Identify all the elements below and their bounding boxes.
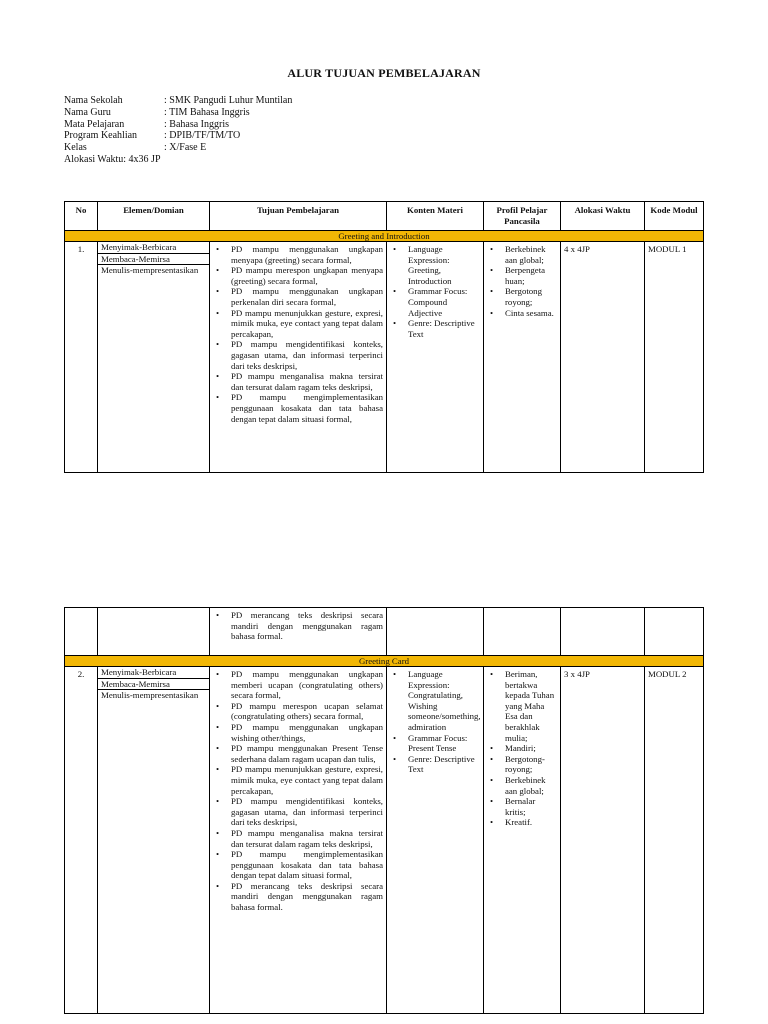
tujuan-item: • PD mampu mengimplementasikan penggunaan kosakata dan tata bahasa dengan tepat dalam situasi formal, bbox=[213, 849, 383, 881]
kode-cell: MODUL 2 bbox=[645, 667, 704, 1014]
document-info bbox=[64, 95, 292, 166]
info-row bbox=[64, 142, 292, 154]
header-tujuan: Tujuan Pembelajaran bbox=[210, 202, 387, 231]
atp-table-page-1 bbox=[64, 201, 704, 473]
info-key: Nama Guru bbox=[64, 106, 111, 118]
profil-item: • Berpengeta huan; bbox=[487, 265, 557, 286]
section-title: Greeting and Introduction bbox=[65, 231, 704, 242]
tujuan-item: • PD mampu merespon ucapan selamat (congratulating others) secara formal, bbox=[213, 701, 383, 722]
info-row bbox=[64, 95, 292, 107]
profil-item: • Bernalar kritis; bbox=[487, 796, 557, 817]
atp-table-page-2 bbox=[64, 607, 704, 1014]
table-row-continued bbox=[65, 608, 704, 656]
tujuan-item: • PD mampu mengimplementasikan penggunaan kosakata dan tata bahasa dengan tepat dalam situasi formal, bbox=[213, 392, 383, 424]
info-row bbox=[64, 130, 292, 142]
elemen-item: Menyimak-Berbicara bbox=[98, 242, 209, 254]
elemen-cell bbox=[98, 608, 210, 656]
tujuan-item: • PD mampu menggunakan ungkapan perkenalan diri secara formal, bbox=[213, 286, 383, 307]
info-key: Nama Sekolah bbox=[64, 95, 123, 106]
table-header-row bbox=[65, 202, 704, 231]
konten-cell bbox=[387, 667, 484, 1014]
profil-cell bbox=[484, 667, 561, 1014]
konten-item: • Genre: Descriptive Text bbox=[390, 318, 480, 339]
profil-item: • Kreatif. bbox=[487, 817, 557, 828]
tujuan-item: • PD mampu menunjukkan gesture, expresi, mimik muka, eye contact yang tepat dalam percakapan, bbox=[213, 764, 383, 796]
konten-item: • Language Expression: Congratulating, Wishing someone/something, admiration bbox=[390, 669, 480, 733]
konten-item: • Grammar Focus: Present Tense bbox=[390, 733, 480, 754]
elemen-item: Menyimak-Berbicara bbox=[98, 667, 209, 679]
tujuan-item: • PD mampu menggunakan ungkapan menyapa (greeting) secara formal, bbox=[213, 244, 383, 265]
tujuan-item: • PD mampu mengidentifikasi konteks, gagasan utama, dan informasi terperinci dari teks deskripsi, bbox=[213, 796, 383, 828]
konten-item: • Grammar Focus: Compound Adjective bbox=[390, 286, 480, 318]
section-title: Greeting Card bbox=[65, 656, 704, 667]
tujuan-item: • PD mampu merespon ungkapan menyapa (greeting) secara formal, bbox=[213, 265, 383, 286]
section-row bbox=[65, 231, 704, 242]
info-row bbox=[64, 119, 292, 131]
profil-item: • Bergotong-royong; bbox=[487, 754, 557, 775]
info-key: Mata Pelajaran bbox=[64, 118, 125, 130]
header-kode: Kode Modul bbox=[645, 202, 704, 231]
konten-item: • Genre: Descriptive Text bbox=[390, 754, 480, 775]
alokasi-cell: 3 x 4JP bbox=[561, 667, 645, 1014]
row-number bbox=[65, 608, 98, 656]
elemen-cell bbox=[98, 242, 210, 473]
tujuan-cell bbox=[210, 608, 387, 656]
row-number: 1. bbox=[65, 242, 98, 473]
info-key: Program Keahlian bbox=[64, 130, 138, 142]
profil-item: • Cinta sesama. bbox=[487, 308, 557, 319]
table-row bbox=[65, 242, 704, 473]
konten-item: • Language Expression: Greeting, Introduction bbox=[390, 244, 480, 286]
elemen-cell bbox=[98, 667, 210, 1014]
header-konten: Konten Materi bbox=[387, 202, 484, 231]
info-row bbox=[64, 107, 292, 119]
elemen-item: Membaca-Memirsa bbox=[98, 254, 209, 266]
profil-cell bbox=[484, 608, 561, 656]
alokasi-waktu-total: Alokasi Waktu: 4x36 JP bbox=[64, 153, 161, 165]
kode-cell bbox=[645, 608, 704, 656]
section-row bbox=[65, 656, 704, 667]
tujuan-item: • PD mampu menunjukkan gesture, expresi, mimik muka, eye contact yang tepat dalam percakapan, bbox=[213, 308, 383, 340]
info-value: : TIM Bahasa Inggris bbox=[164, 107, 250, 119]
header-alokasi: Alokasi Waktu bbox=[561, 202, 645, 231]
profil-item: • Beriman, bertakwa kepada Tuhan yang Maha Esa dan berakhlak mulia; bbox=[487, 669, 557, 743]
tujuan-item: • PD merancang teks deskripsi secara mandiri dengan menggunakan ragam bahasa formal. bbox=[213, 881, 383, 913]
profil-item: • Berkebinek aan global; bbox=[487, 775, 557, 796]
elemen-item: Menulis-mempresentasikan bbox=[101, 265, 199, 276]
header-profil: Profil Pelajar Pancasila bbox=[484, 202, 561, 231]
tujuan-item: • PD mampu mengidentifikasi konteks, gagasan utama, dan informasi terperinci dari teks deskripsi, bbox=[213, 339, 383, 371]
tujuan-item: • PD merancang teks deskripsi secara mandiri dengan menggunakan ragam bahasa formal. bbox=[213, 610, 383, 642]
alokasi-cell: 4 x 4JP bbox=[561, 242, 645, 473]
info-value: : Bahasa Inggris bbox=[164, 119, 229, 131]
profil-cell bbox=[484, 242, 561, 473]
info-key: Kelas bbox=[64, 142, 87, 154]
info-value: : DPIB/TF/TM/TO bbox=[164, 130, 240, 142]
tujuan-cell bbox=[210, 242, 387, 473]
info-value: : X/Fase E bbox=[164, 142, 206, 154]
profil-item: • Berkebinek aan global; bbox=[487, 244, 557, 265]
header-elemen: Elemen/Domian bbox=[98, 202, 210, 231]
table-row bbox=[65, 667, 704, 1014]
header-no: No bbox=[65, 202, 98, 231]
tujuan-item: • PD mampu menggunakan Present Tense sederhana dalam ragam ucapan dan tulis, bbox=[213, 743, 383, 764]
tujuan-item: • PD mampu menganalisa makna tersirat dan tersurat dalam ragam teks deskripsi, bbox=[213, 828, 383, 849]
info-value: : SMK Pangudi Luhur Muntilan bbox=[164, 95, 292, 107]
document-title: ALUR TUJUAN PEMBELAJARAN bbox=[287, 66, 481, 80]
row-number: 2. bbox=[65, 667, 98, 1014]
profil-item: • Bergotong royong; bbox=[487, 286, 557, 307]
tujuan-item: • PD mampu menggunakan ungkapan memberi ucapan (congratulating others) secara formal, bbox=[213, 669, 383, 701]
profil-item: • Mandiri; bbox=[487, 743, 557, 754]
tujuan-cell bbox=[210, 667, 387, 1014]
elemen-item: Membaca-Memirsa bbox=[98, 679, 209, 691]
alokasi-cell bbox=[561, 608, 645, 656]
tujuan-item: • PD mampu menggunakan ungkapan wishing other/things, bbox=[213, 722, 383, 743]
kode-cell: MODUL 1 bbox=[645, 242, 704, 473]
konten-cell bbox=[387, 608, 484, 656]
elemen-item: Menulis-mempresentasikan bbox=[101, 690, 199, 701]
konten-cell bbox=[387, 242, 484, 473]
tujuan-item: • PD mampu menganalisa makna tersirat dan tersurat dalam ragam teks deskripsi, bbox=[213, 371, 383, 392]
